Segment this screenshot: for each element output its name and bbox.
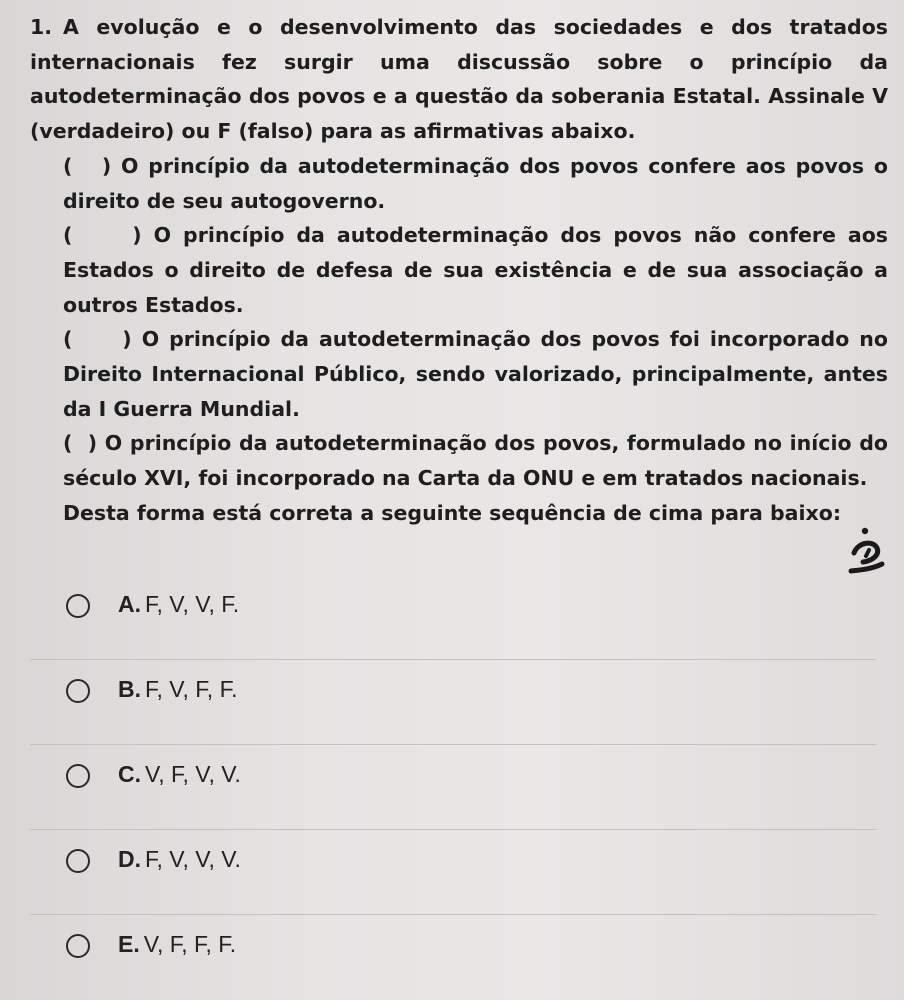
option-e[interactable] [0,915,904,1000]
option-b-label[interactable] [118,676,237,703]
option-a[interactable] [0,575,904,660]
statement-3-blank: ( ) [63,327,132,352]
option-b-radio[interactable] [66,679,90,703]
option-c-text: V, F, V, V. [145,761,241,787]
option-c[interactable] [0,745,904,830]
option-a-radio[interactable] [66,594,90,618]
statement-1-text: O princípio da autodeterminação dos povos confere aos povos o direito de seu autogoverno. [63,153,888,213]
option-c-radio[interactable] [66,764,90,788]
question-intro [30,10,888,149]
option-e-radio[interactable] [66,934,90,958]
option-d-letter: D. [118,846,141,872]
option-b[interactable] [0,660,904,745]
statement-4-text: O princípio da autodeterminação dos povos, formulado no início do século XVI, foi incorporado na Carta da ONU e em tratados nacionais. [63,431,889,491]
hint-icon[interactable] [846,526,886,576]
option-e-letter: E. [118,931,140,957]
option-a-label[interactable] [118,591,239,618]
question-block [30,10,888,531]
statement-2-text: O princípio da autodeterminação dos povos não confere aos Estados o direito de defesa de sua existência e de sua associação a outros Estados. [63,223,888,317]
answer-options [0,575,904,1000]
option-b-letter: B. [118,676,141,702]
option-e-text: V, F, F, F. [143,931,237,957]
question-intro-text: A evolução e o desenvolvimento das sociedades e dos tratados internacionais fez surgir uma discussão sobre o princípio da autodeterminação dos povos e a questão da soberania Estatal. Assinale V (verdadeiro) ou F (falso) para as afirmativas abaixo. [30,15,888,144]
statement-4 [30,426,888,495]
option-d-label[interactable] [118,846,241,873]
option-e-label[interactable] [118,931,236,958]
statement-4-blank: ( ) [63,431,98,456]
statement-1 [30,149,888,218]
option-b-text: F, V, F, F. [145,676,238,702]
option-d-radio[interactable] [66,849,90,873]
question-closing: Desta forma está correta a seguinte sequência de cima para baixo: [63,500,842,525]
option-c-letter: C. [118,761,141,787]
option-c-label[interactable] [118,761,241,788]
option-a-text: F, V, V, F. [145,591,240,617]
option-d-text: F, V, V, V. [145,846,241,872]
question-number: 1. [30,15,53,39]
statement-3-text: O princípio da autodeterminação dos povos foi incorporado no Direito Internacional Público, sendo valorizado, principalmente, antes da I Guerra Mundial. [63,327,888,421]
option-a-letter: A. [118,591,141,617]
statement-2-blank: ( ) [63,223,142,248]
statement-2 [30,218,888,322]
option-d[interactable] [0,830,904,915]
statement-3 [30,322,888,426]
statement-1-blank: ( ) [63,153,112,178]
